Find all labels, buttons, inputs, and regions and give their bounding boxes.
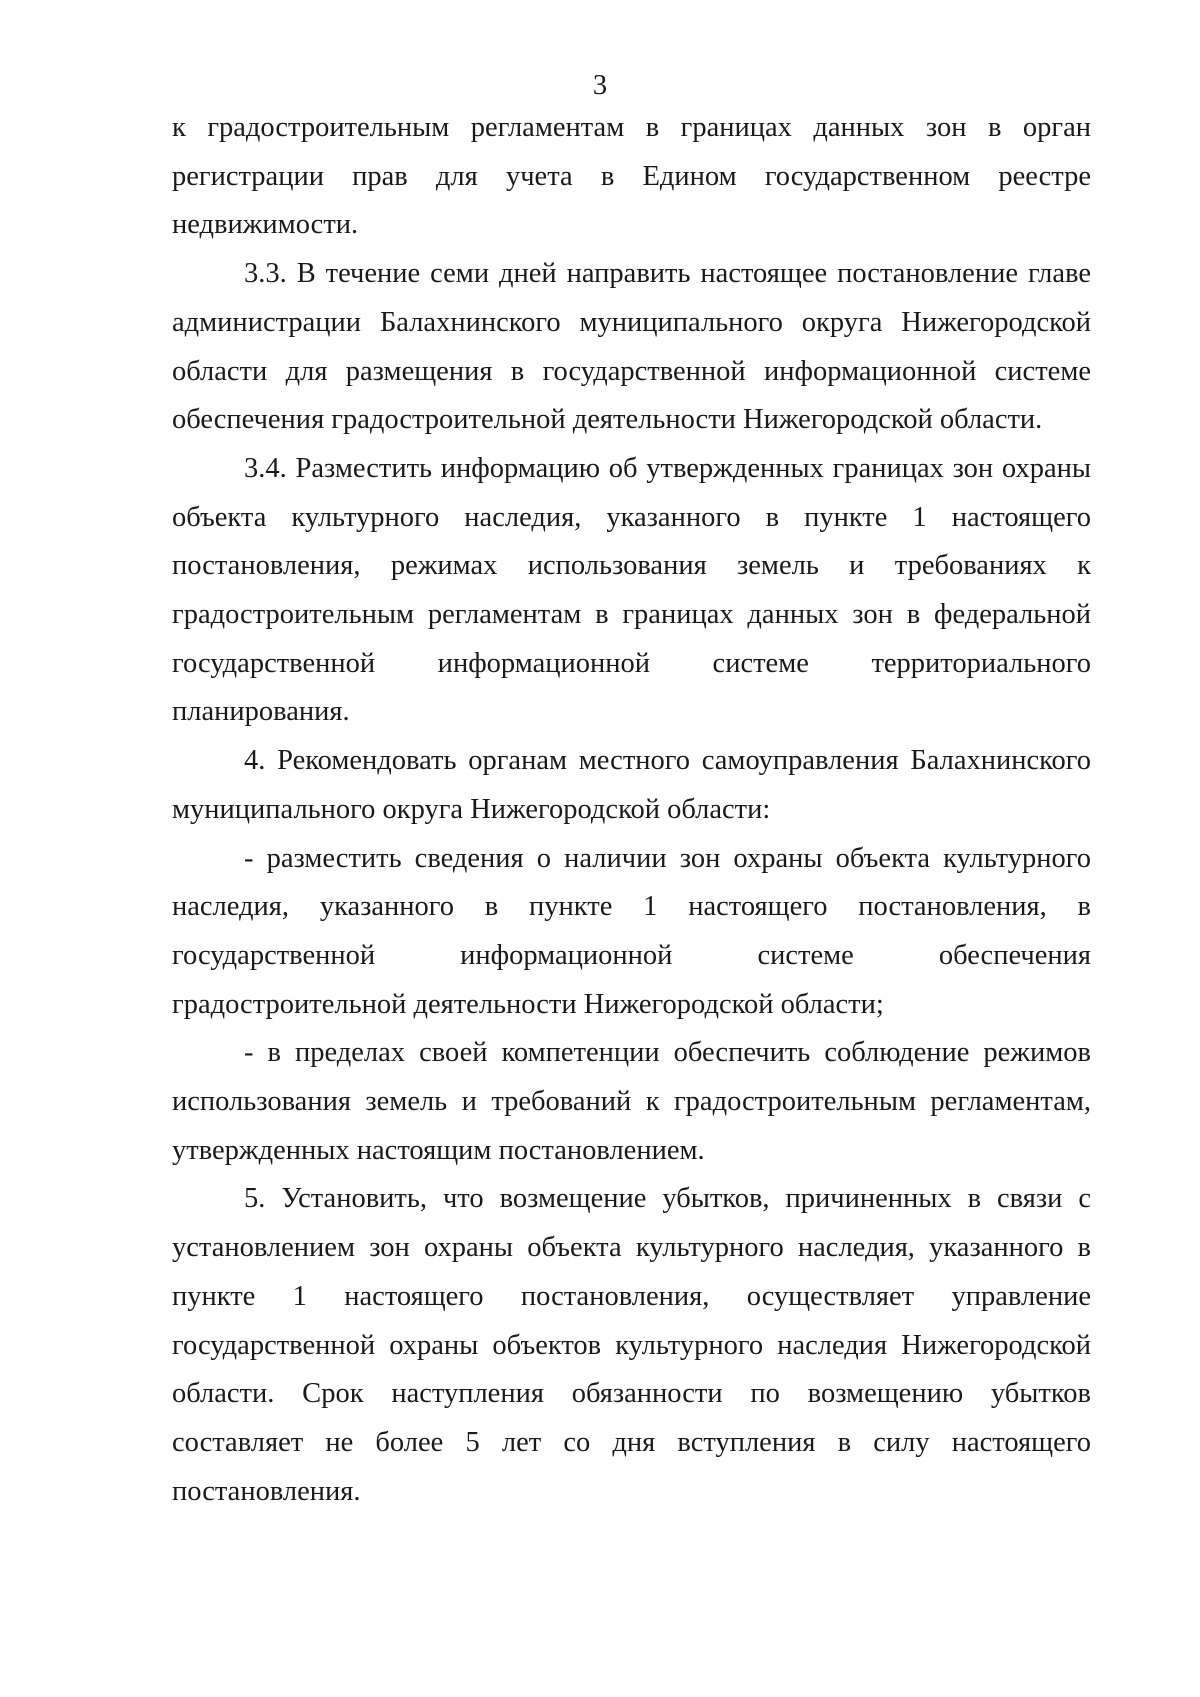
paragraph-3-4: 3.4. Разместить информацию об утвержденных границах зон охраны объекта культурного наследия, указанного в пункте 1 настоящего постановления, режимах использования земель и требованиях к градостроительным регламентам в границах данных зон в федеральной государственной информационной системе территориального планирования. xyxy=(172,452,1091,728)
paragraph-5: 5. Установить, что возмещение убытков, причиненных в связи с установлением зон охраны объекта культурного наследия, указанного в пункте 1 настоящего постановления, осуществляет управление государственной охраны объектов культурного наследия Нижегородской области. Срок наступления обязанности по возмещению убытков составляет не более 5 лет со дня вступления в силу настоящего постановления. xyxy=(172,1183,1091,1507)
paragraph-4: 4. Рекомендовать органам местного самоуправления Балахнинского муниципального округа Нижегородской области: xyxy=(172,745,1091,825)
page-number: 3 xyxy=(592,70,608,101)
document-body xyxy=(172,104,1091,1516)
paragraph-registration-continuation: к градостроительным регламентам в границах данных зон в орган регистрации прав для учета в Едином государственном реестре недвижимости. xyxy=(172,112,1091,241)
paragraph-4-item-2: - в пределах своей компетенции обеспечить соблюдение режимов использования земель и требований к градостроительным регламентам, утвержденных настоящим постановлением. xyxy=(172,1037,1091,1166)
paragraph-3-3: 3.3. В течение семи дней направить настоящее постановление главе администрации Балахнинского муниципального округа Нижегородской области для размещения в государственной информационной системе обеспечения градостроительной деятельности Нижегородской области. xyxy=(172,258,1091,436)
paragraph-4-item-1: - разместить сведения о наличии зон охраны объекта культурного наследия, указанного в пункте 1 настоящего постановления, в государственной информационной системе обеспечения градостроительной деятельности Нижегородской области; xyxy=(172,842,1091,1020)
